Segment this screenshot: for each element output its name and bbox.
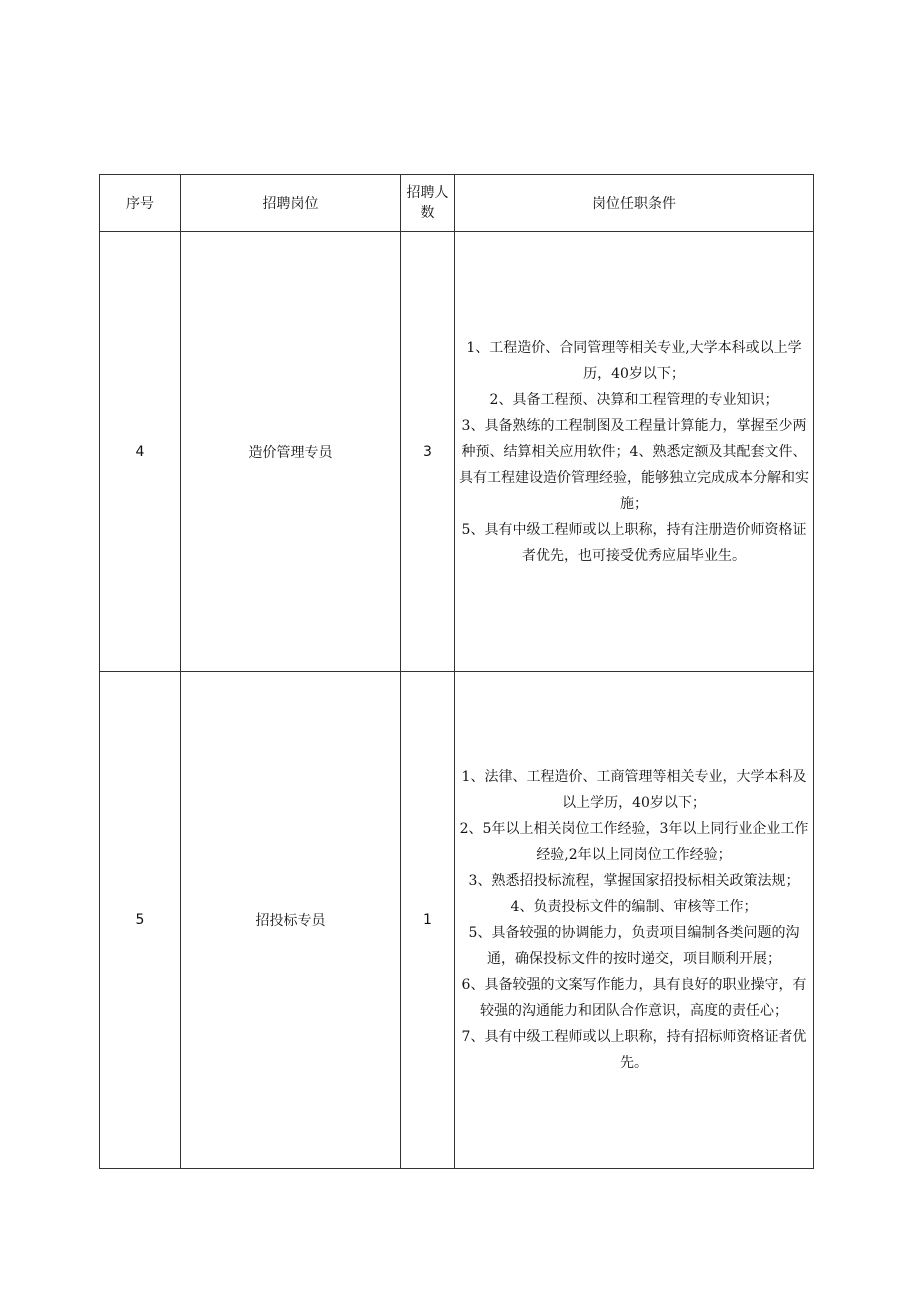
row-position: 招投标专员 — [181, 672, 401, 1169]
row-count: 3 — [401, 232, 455, 672]
row-index: 5 — [100, 672, 181, 1169]
header-requirements: 岗位任职条件 — [455, 175, 814, 232]
table-row — [100, 672, 814, 1169]
requirement-item: 1、法律、工程造价、工商管理等相关专业，大学本科及以上学历，40岁以下； — [461, 769, 807, 811]
row-position: 造价管理专员 — [181, 232, 401, 672]
row-requirements — [455, 672, 814, 1169]
table-row — [100, 232, 814, 672]
requirement-item: 2、5年以上相关岗位工作经验，3年以上同行业企业工作经验,2年以上同岗位工作经验； — [459, 821, 809, 863]
row-count: 1 — [401, 672, 455, 1169]
requirement-item: 1、工程造价、合同管理等相关专业,大学本科或以上学历，40岁以下； — [466, 339, 802, 382]
recruitment-table — [99, 174, 814, 1169]
requirement-item: 3、熟悉招投标流程，掌握国家招投标相关政策法规； — [468, 873, 800, 889]
requirement-item: 3、具备熟练的工程制图及工程量计算能力，掌握至少两种预、结算相关应用软件；4、熟悉定额及其配套文件、具有工程建设造价管理经验，能够独立完成成本分解和实施； — [459, 417, 809, 512]
header-position: 招聘岗位 — [181, 175, 401, 232]
requirement-item: 5、具有中级工程师或以上职称，持有注册造价师资格证者优先，也可接受优秀应届毕业生。 — [461, 521, 807, 564]
requirement-item: 4、负责投标文件的编制、审核等工作； — [510, 899, 758, 915]
requirement-item: 6、具备较强的文案写作能力，具有良好的职业操守，有较强的沟通能力和团队合作意识，高度的责任心； — [461, 977, 807, 1019]
requirement-item: 7、具有中级工程师或以上职称，持有招标师资格证者优先。 — [461, 1029, 807, 1071]
row-requirements — [455, 232, 814, 672]
row-index: 4 — [100, 232, 181, 672]
table-header-row — [100, 175, 814, 232]
header-index: 序号 — [100, 175, 181, 232]
requirement-item: 5、具备较强的协调能力，负责项目编制各类问题的沟通，确保投标文件的按时递交，项目顺利开展； — [468, 925, 800, 967]
requirement-item: 2、具备工程预、决算和工程管理的专业知识； — [489, 391, 779, 408]
header-count: 招聘人数 — [401, 175, 455, 232]
